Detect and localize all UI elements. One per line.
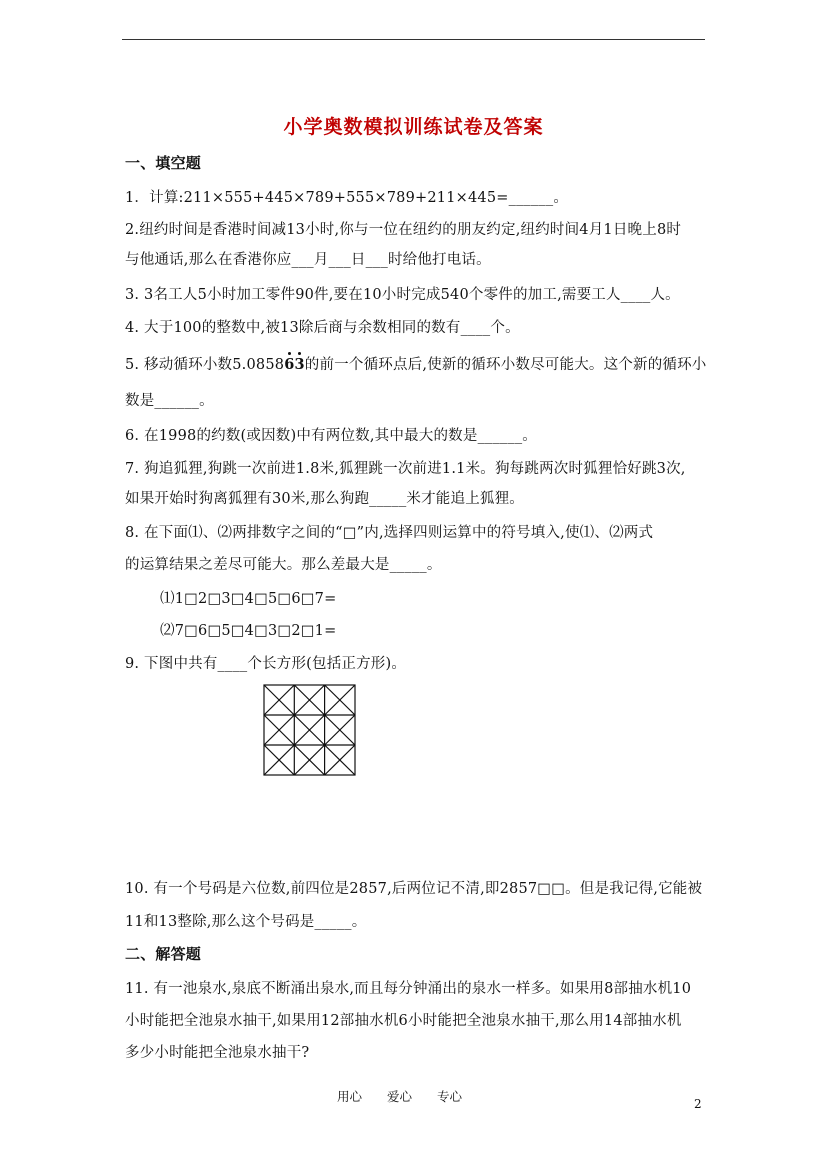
question-2-line-2: 与他通话,那么在香港你应___月___日___时给他打电话。 (125, 252, 491, 268)
question-8-formula-2: ⑵7□6□5□4□3□2□1= (160, 623, 337, 639)
question-11-line-3: 多少小时能把全池泉水抽干? (125, 1045, 310, 1061)
question-11-line-1: 11. 有一池泉水,泉底不断涌出泉水,而且每分钟涌出的泉水一样多。如果用8部抽水机10 (125, 981, 692, 997)
header-rule (122, 39, 705, 40)
question-11-line-2: 小时能把全池泉水抽干,如果用12部抽水机6小时能把全池泉水抽干,那么用14部抽水机 (125, 1013, 682, 1029)
repeating-digits (284, 356, 305, 373)
question-4: 4. 大于100的整数中,被13除后商与余数相同的数有____个。 (125, 320, 520, 336)
question-7-line-2: 如果开始时狗离狐狸有30米,那么狗跑_____米才能追上狐狸。 (125, 491, 525, 507)
question-6: 6. 在1998的约数(或因数)中有两位数,其中最大的数是______。 (125, 428, 537, 444)
question-5-line-2: 数是______。 (125, 393, 214, 409)
question-1: 1．计算:211×555+445×789+555×789+211×445=______。 (125, 190, 569, 206)
question-10-line-2: 11和13整除,那么这个号码是_____。 (125, 914, 367, 930)
question-5-prefix: 5. 移动循环小数5.0858 (125, 357, 285, 373)
repeating-digit: 6 (284, 356, 294, 373)
repeat-dot (298, 352, 301, 355)
section-heading-answer: 二、解答题 (125, 945, 202, 963)
question-10-line-1: 10. 有一个号码是六位数,前四位是2857,后两位记不清,即2857□□。但是我记得,它能被 (125, 881, 703, 897)
repeating-digit: 3 (294, 356, 304, 373)
question-8-line-2: 的运算结果之差尽可能大。那么差最大是_____。 (125, 557, 442, 573)
question-3: 3. 3名工人5小时加工零件90件,要在10小时完成540个零件的加工,需要工人____人。 (125, 287, 680, 303)
page-number: 2 (694, 1097, 702, 1111)
section-heading-fill: 一、填空题 (125, 154, 202, 172)
question-8-formula-1: ⑴1□2□3□4□5□6□7= (160, 591, 337, 607)
repeat-dot (288, 352, 291, 355)
footer-text-2: 爱心 (387, 1089, 413, 1104)
footer-text-3: 专心 (437, 1089, 463, 1104)
question-8-line-1: 8. 在下面⑴、⑵两排数字之间的“□”内,选择四则运算中的符号填入,使⑴、⑵两式 (125, 525, 654, 541)
question-7-line-1: 7. 狗追狐狸,狗跳一次前进1.8米,狐狸跳一次前进1.1米。狗每跳两次时狐狸恰好跳3次, (125, 461, 686, 477)
question-2-line-1: 2.纽约时间是香港时间减13小时,你与一位在纽约的朋友约定,纽约时间4月1日晚上8时 (125, 222, 682, 238)
footer-text-1: 用心 (337, 1089, 363, 1104)
question-5-line-1 (125, 353, 707, 374)
page-title: 小学奥数模拟训练试卷及答案 (283, 116, 544, 138)
question-5-suffix: 的前一个循环点后,使新的循环小数尽可能大。这个新的循环小 (304, 357, 707, 373)
question-9: 9. 下图中共有____个长方形(包括正方形)。 (125, 656, 407, 672)
rectangle-grid-figure (263, 684, 356, 776)
